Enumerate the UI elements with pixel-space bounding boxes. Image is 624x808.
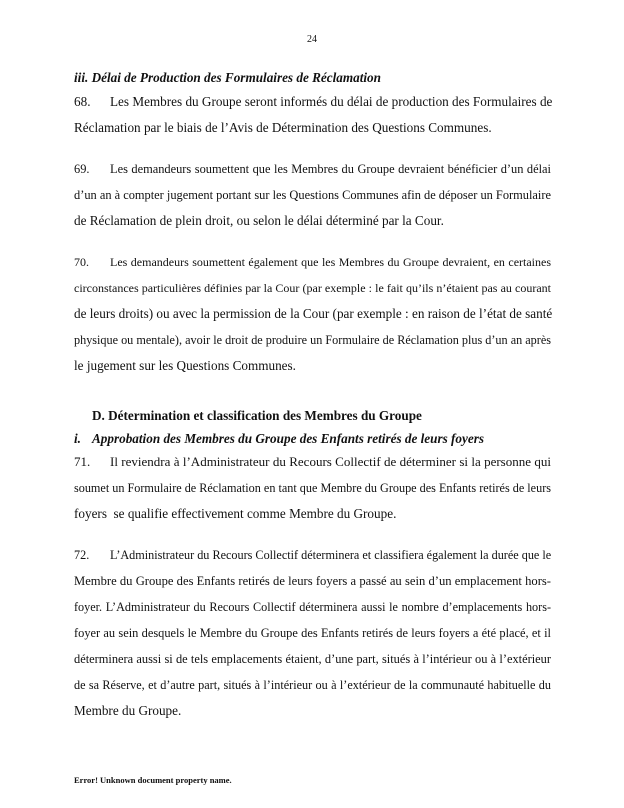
paragraph-72-line-3: foyer. L’Administrateur du Recours Collectif déterminera aussi le nombre d’emplacements hors- — [74, 600, 551, 614]
paragraph-69-line-3: de Réclamation de plein droit, ou selon le délai déterminé par la Cour. — [74, 213, 444, 228]
paragraph-number: 69. — [74, 162, 90, 176]
page-number: 24 — [307, 34, 317, 45]
section-d-heading: D. Détermination et classification des Membres du Groupe — [92, 408, 422, 423]
paragraph-number: 68. — [74, 94, 91, 109]
paragraph-72-line-5: déterminera aussi si de tels emplacements étaient, d’une part, situés à l’intérieur ou à l’extérieur — [74, 652, 551, 666]
paragraph-68-line-1: 68. Les Membres du Groupe seront informés du délai de production des Formulaires de — [74, 94, 553, 109]
paragraph-70-line-4: physique ou mentale), avoir le droit de produire un Formulaire de Réclamation plus d’un an après — [74, 333, 551, 347]
paragraph-number: 72. — [74, 548, 90, 562]
paragraph-68-line-2: Réclamation par le biais de l’Avis de Détermination des Questions Communes. — [74, 120, 492, 135]
section-i-heading: i. Approbation des Membres du Groupe des Enfants retirés de leurs foyers — [74, 431, 484, 446]
paragraph-71-line-1: 71. Il reviendra à l’Administrateur du Recours Collectif de déterminer si la personne qui — [74, 454, 551, 469]
paragraph-71-line-3: foyers se qualifie effectivement comme Membre du Groupe. — [74, 506, 397, 521]
paragraph-70-line-5: le jugement sur les Questions Communes. — [74, 358, 296, 373]
paragraph-72-line-4: foyer au sein desquels le Membre du Groupe des Enfants retirés de leurs foyers a été placé, et il — [74, 626, 551, 640]
paragraph-70-line-1: 70. Les demandeurs soumettent également que les Membres du Groupe devraient, en certaines — [74, 255, 551, 269]
paragraph-72-line-7: Membre du Groupe. — [74, 703, 182, 718]
paragraph-72-line-6: de sa Réserve, et d’autre part, situés à l’intérieur ou à l’extérieur de la communauté habituelle du — [74, 678, 551, 692]
paragraph-72-line-1: 72. L’Administrateur du Recours Collectif déterminera et classifiera également la durée que le — [74, 548, 552, 562]
paragraph-69-line-1: 69. Les demandeurs soumettent que les Membres du Groupe devraient bénéficier d’un délai — [74, 162, 551, 176]
paragraph-70-line-3: de leurs droits) ou avec la permission de la Cour (par exemple : en raison de l’état de santé — [74, 306, 553, 321]
section-iii-heading: iii. Délai de Production des Formulaires de Réclamation — [74, 70, 381, 85]
footer-error-text: Error! Unknown document property name. — [74, 775, 232, 785]
paragraph-69-line-2: d’un an à compter jugement portant sur les Questions Communes afin de déposer un Formulaire — [74, 188, 551, 202]
paragraph-number: 71. — [74, 454, 91, 469]
paragraph-71-line-2: soumet un Formulaire de Réclamation en tant que Membre du Groupe des Enfants retirés de leurs — [74, 481, 551, 495]
paragraph-70-line-2: circonstances particulières définies par la Cour (par exemple : le fait qu’ils n’étaient pas au courant — [74, 281, 551, 295]
paragraph-number: 70. — [74, 255, 89, 269]
paragraph-72-line-2: Membre du Groupe des Enfants retirés de leurs foyers a passé au sein d’un emplacement hors- — [74, 574, 551, 588]
